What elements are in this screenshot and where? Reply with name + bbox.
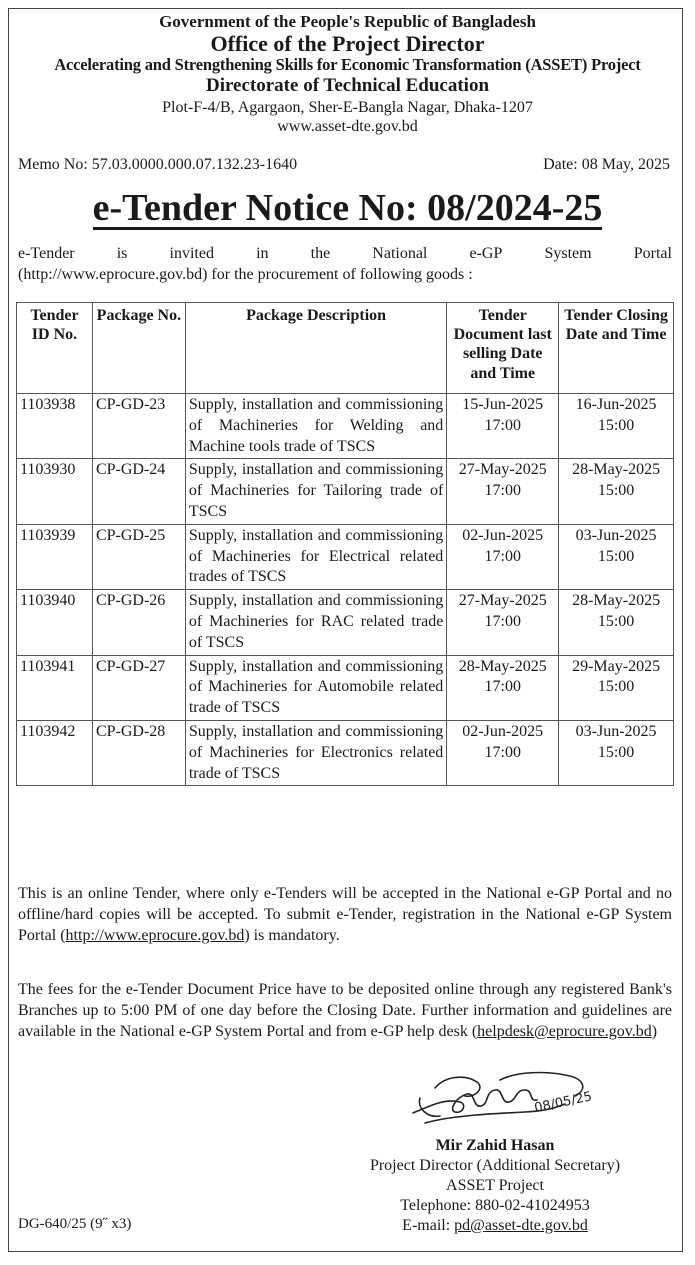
- directorate-name: Directorate of Technical Education: [205, 75, 490, 97]
- closing-time: 15:00: [597, 612, 635, 630]
- table-row: [17, 394, 674, 459]
- dg-reference: DG-640/25 (9˝ x3): [18, 1216, 132, 1232]
- project-name: Accelerating and Strengthening Skills for Economic Transformation (ASSET) Project: [54, 55, 641, 75]
- closing-datetime: [559, 590, 674, 655]
- closing-datetime: [559, 524, 674, 589]
- selling-datetime: [447, 655, 559, 720]
- selling-date: 27-May-2025: [458, 592, 547, 610]
- package-description: Supply, installation and commissioning of Machineries for Electronics related trade of TSCS: [185, 720, 446, 785]
- selling-date: 02-Jun-2025: [462, 526, 544, 544]
- selling-date: 27-May-2025: [458, 461, 547, 479]
- selling-datetime: [447, 590, 559, 655]
- package-no: CP-GD-23: [92, 394, 185, 459]
- notice-title-text: e-Tender Notice No: 08/2024-25: [92, 187, 603, 229]
- selling-time: 17:00: [484, 416, 521, 434]
- selling-date: 28-May-2025: [458, 657, 547, 675]
- closing-time: 15:00: [597, 743, 635, 761]
- table-header-row: [17, 303, 674, 394]
- package-no: CP-GD-24: [92, 459, 185, 524]
- tender-id: 1103941: [17, 655, 93, 720]
- closing-datetime: [559, 394, 674, 459]
- header-description: Package Description: [185, 303, 446, 394]
- closing-time: 15:00: [597, 416, 635, 434]
- office-title: Office of the Project Director: [210, 31, 485, 57]
- email-label: E-mail:: [402, 1217, 455, 1234]
- selling-time: 17:00: [484, 743, 521, 761]
- memo-date: Date: 08 May, 2025: [543, 156, 670, 173]
- closing-date: 29-May-2025: [572, 657, 661, 675]
- selling-date: 15-Jun-2025: [462, 396, 544, 413]
- closing-time: 15:00: [597, 547, 635, 565]
- selling-time: 17:00: [484, 678, 521, 696]
- table-row: [17, 590, 674, 655]
- eprocure-link[interactable]: http://www.eprocure.gov.bd: [65, 926, 245, 944]
- closing-date: 16-Jun-2025: [575, 396, 657, 413]
- selling-time: 17:00: [484, 612, 521, 630]
- tender-id: 1103940: [17, 590, 93, 655]
- memo-row: [18, 156, 670, 174]
- closing-time: 15:00: [597, 482, 635, 500]
- intro-text: [18, 244, 672, 286]
- signer-designation: Project Director (Additional Secretary): [369, 1157, 621, 1174]
- intro-word: invited: [169, 245, 214, 262]
- closing-date: 03-Jun-2025: [575, 722, 657, 740]
- paragraph-text: ) is mandatory.: [244, 926, 340, 944]
- online-tender-paragraph: [18, 884, 672, 946]
- table-row: [17, 655, 674, 720]
- package-description: Supply, installation and commissioning of Machineries for Automobile related trade of TSCS: [185, 655, 446, 720]
- header-package-no: Package No.: [92, 303, 185, 394]
- selling-datetime: [447, 459, 559, 524]
- selling-datetime: [447, 394, 559, 459]
- package-description: Supply, installation and commissioning of Machineries for Tailoring trade of TSCS: [185, 459, 446, 524]
- package-no: CP-GD-27: [92, 655, 185, 720]
- website-link[interactable]: www.asset-dte.gov.bd: [277, 118, 418, 136]
- closing-date: 03-Jun-2025: [575, 526, 657, 544]
- tender-table: [16, 302, 674, 786]
- selling-datetime: [447, 720, 559, 785]
- table-row: [17, 524, 674, 589]
- paragraph-text: This is an online Tender, where only e-Tenders will be accepted in the National e-GP Portal and no offline/hard copies will be accepted. To submit e-Tender, registration in the National e-GP System Portal (: [18, 885, 672, 944]
- signer-name: Mir Zahid Hasan: [435, 1137, 555, 1154]
- intro-word: is: [116, 245, 128, 262]
- table-row: [17, 720, 674, 785]
- tender-id: 1103939: [17, 524, 93, 589]
- selling-date: 02-Jun-2025: [462, 722, 544, 740]
- selling-time: 17:00: [484, 482, 521, 500]
- package-description: Supply, installation and commissioning of Machineries for RAC related trade of TSCS: [185, 590, 446, 655]
- package-no: CP-GD-26: [92, 590, 185, 655]
- closing-datetime: [559, 459, 674, 524]
- selling-datetime: [447, 524, 559, 589]
- closing-time: 15:00: [597, 678, 635, 696]
- package-no: CP-GD-28: [92, 720, 185, 785]
- package-no: CP-GD-25: [92, 524, 185, 589]
- intro-word: the: [310, 245, 331, 262]
- paragraph-text: ): [651, 1022, 658, 1040]
- intro-word: e-GP: [469, 245, 503, 262]
- intro-word: System: [544, 245, 592, 262]
- intro-line-1: [18, 244, 672, 265]
- tender-id: 1103930: [17, 459, 93, 524]
- notice-title: [0, 186, 695, 230]
- selling-time: 17:00: [484, 547, 521, 565]
- intro-word: in: [256, 245, 269, 262]
- package-description: Supply, installation and commissioning of Machineries for Welding and Machine tools trade of TSCS: [185, 394, 446, 459]
- package-description: Supply, installation and commissioning of Machineries for Electrical related trades of TSCS: [185, 524, 446, 589]
- signer-block: [330, 1136, 660, 1236]
- intro-word: Portal: [633, 245, 672, 262]
- table-row: [17, 459, 674, 524]
- closing-date: 28-May-2025: [572, 461, 661, 479]
- signer-email-line: [330, 1216, 660, 1236]
- intro-word: National: [372, 245, 428, 262]
- paragraph-text: The fees for the e-Tender Document Price have to be deposited online through any registered Bank's Branches up to 5:00 PM of one day before the Closing Date. Further information and guidelines are available in the National e-GP System Portal and from e-GP help desk (: [18, 981, 672, 1040]
- closing-date: 28-May-2025: [572, 592, 661, 610]
- closing-datetime: [559, 655, 674, 720]
- notice-header: [0, 12, 695, 136]
- memo-number: Memo No: 57.03.0000.000.07.132.23-1640: [18, 156, 298, 173]
- signer-telephone: Telephone: 880-02-41024953: [400, 1197, 590, 1214]
- tender-id: 1103942: [17, 720, 93, 785]
- signer-project: ASSET Project: [446, 1177, 544, 1194]
- helpdesk-email-link[interactable]: helpdesk@eprocure.gov.bd: [477, 1022, 652, 1040]
- header-selling-date: Tender Document last selling Date and Time: [447, 303, 559, 394]
- tender-id: 1103938: [17, 394, 93, 459]
- closing-datetime: [559, 720, 674, 785]
- fees-paragraph: [18, 980, 672, 1042]
- header-closing-date: Tender Closing Date and Time: [559, 303, 674, 394]
- intro-word: e-Tender: [18, 245, 75, 262]
- signer-email-link[interactable]: pd@asset-dte.gov.bd: [454, 1217, 588, 1234]
- intro-line-2: (http://www.eprocure.gov.bd) for the procurement of following goods :: [18, 265, 473, 283]
- office-address: Plot-F-4/B, Agargaon, Sher-E-Bangla Nagar, Dhaka-1207: [162, 99, 533, 117]
- government-line: Government of the People's Republic of Bangladesh: [159, 12, 536, 31]
- signature-date: 08/05/25: [533, 1089, 594, 1117]
- header-tender-id: Tender ID No.: [17, 303, 93, 394]
- signature-image: [405, 1068, 595, 1138]
